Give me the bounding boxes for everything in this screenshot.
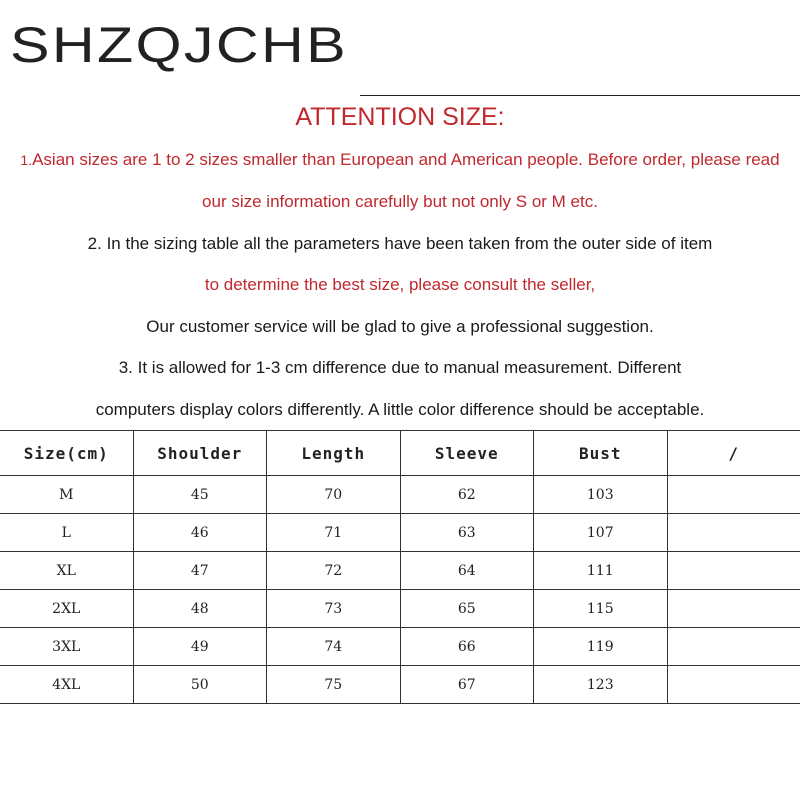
notice-line-5: Our customer service will be glad to give a professional suggestion. <box>146 317 654 336</box>
size-table-header-row <box>0 431 800 476</box>
cell-bust: 111 <box>534 552 668 590</box>
table-row <box>0 666 800 704</box>
cell-bust: 103 <box>534 476 668 514</box>
cell-size: 4XL <box>0 666 133 704</box>
notice-line-1-text: Asian sizes are 1 to 2 sizes smaller than European and American people. Before order, please read <box>32 150 780 169</box>
cell-bust: 107 <box>534 514 668 552</box>
cell-sleeve: 62 <box>400 476 534 514</box>
cell-size: 3XL <box>0 628 133 666</box>
table-row <box>0 552 800 590</box>
cell-extra <box>667 476 800 514</box>
notice-line-6: 3. It is allowed for 1-3 cm difference due to manual measurement. Different <box>118 358 682 377</box>
cell-bust: 115 <box>534 590 668 628</box>
cell-sleeve: 63 <box>400 514 534 552</box>
cell-shoulder: 47 <box>133 552 267 590</box>
notice-line-4: to determine the best size, please consult the seller, <box>204 275 596 294</box>
header-divider <box>360 95 800 96</box>
cell-bust: 123 <box>534 666 668 704</box>
header-size: Size(cm) <box>0 431 133 476</box>
cell-size: M <box>0 476 133 514</box>
cell-bust: 119 <box>534 628 668 666</box>
table-row <box>0 590 800 628</box>
cell-length: 75 <box>267 666 401 704</box>
notice-line-1-number: 1. <box>20 152 33 168</box>
cell-length: 71 <box>267 514 401 552</box>
cell-shoulder: 49 <box>133 628 267 666</box>
cell-shoulder: 48 <box>133 590 267 628</box>
notice-line-2: our size information carefully but not only S or M etc. <box>202 192 598 211</box>
notice-line-1 <box>0 150 800 170</box>
header-extra: / <box>667 431 800 476</box>
cell-size: 2XL <box>0 590 133 628</box>
cell-extra <box>667 552 800 590</box>
cell-shoulder: 50 <box>133 666 267 704</box>
cell-length: 74 <box>267 628 401 666</box>
cell-shoulder: 46 <box>133 514 267 552</box>
cell-sleeve: 67 <box>400 666 534 704</box>
header-sleeve: Sleeve <box>400 431 534 476</box>
cell-length: 70 <box>267 476 401 514</box>
table-row <box>0 628 800 666</box>
cell-size: L <box>0 514 133 552</box>
attention-title: ATTENTION SIZE: <box>295 103 505 131</box>
cell-length: 73 <box>267 590 401 628</box>
cell-extra <box>667 590 800 628</box>
cell-extra <box>667 628 800 666</box>
cell-shoulder: 45 <box>133 476 267 514</box>
table-row <box>0 514 800 552</box>
notice-line-3: 2. In the sizing table all the parameters have been taken from the outer side of item <box>87 234 713 253</box>
cell-sleeve: 65 <box>400 590 534 628</box>
table-row <box>0 476 800 514</box>
size-chart-table <box>0 430 800 704</box>
cell-sleeve: 64 <box>400 552 534 590</box>
cell-sleeve: 66 <box>400 628 534 666</box>
cell-size: XL <box>0 552 133 590</box>
header-shoulder: Shoulder <box>133 431 267 476</box>
cell-extra <box>667 514 800 552</box>
cell-extra <box>667 666 800 704</box>
header-length: Length <box>267 431 401 476</box>
header-bust: Bust <box>534 431 668 476</box>
cell-length: 72 <box>267 552 401 590</box>
brand-logo <box>10 12 350 72</box>
brand-logo-text: SHZQJCHB <box>10 17 348 72</box>
notice-line-7: computers display colors differently. A little color difference should be acceptable. <box>95 400 705 419</box>
